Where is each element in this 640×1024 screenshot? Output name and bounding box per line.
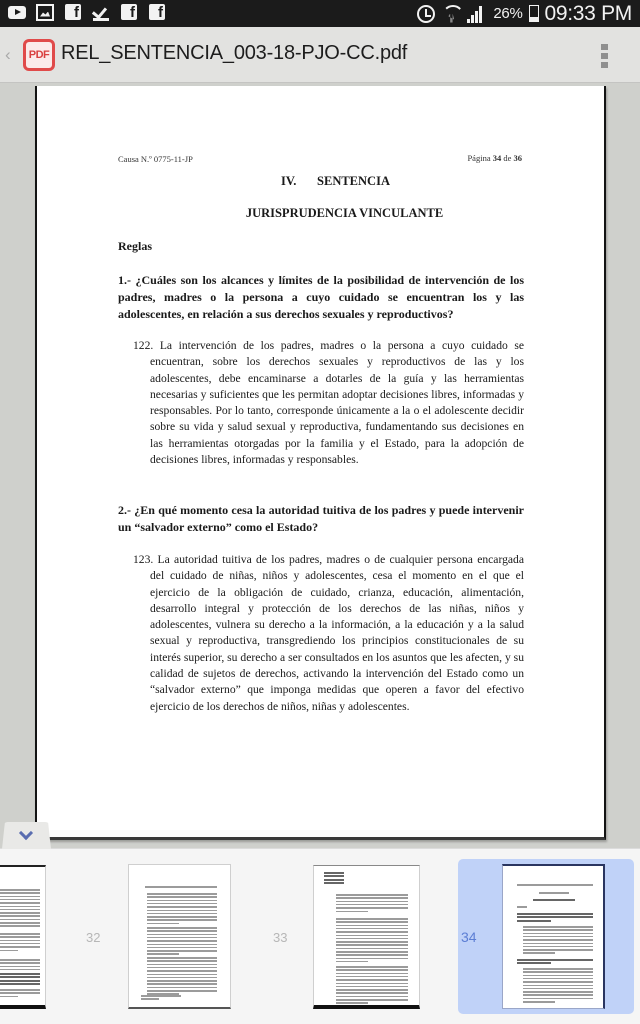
current-page: 34 bbox=[492, 153, 502, 163]
subsection-heading: JURISPRUDENCIA VINCULANTE bbox=[245, 206, 444, 220]
thumbnail-text-line bbox=[523, 968, 593, 970]
battery-percent: 26% bbox=[493, 5, 523, 22]
thumbnail-text-line bbox=[336, 958, 408, 960]
total-pages: 36 bbox=[513, 153, 522, 163]
thumbnail-text-line bbox=[533, 899, 575, 901]
thumbnail-text-line bbox=[336, 901, 408, 903]
page-sep: de bbox=[503, 153, 512, 163]
thumbnail-text-line bbox=[517, 913, 593, 915]
thumbnail-text-line bbox=[523, 971, 593, 973]
thumbnail-text-line bbox=[0, 946, 40, 948]
page-label: Página bbox=[467, 153, 491, 163]
clock: 09:33 PM bbox=[544, 1, 632, 25]
thumbnail-text-line bbox=[0, 966, 40, 968]
thumbnail-text-line bbox=[324, 875, 344, 877]
status-bar bbox=[0, 0, 640, 27]
thumbnail-text-line bbox=[0, 889, 40, 891]
alarm-icon bbox=[417, 5, 435, 23]
thumbnail-text-line bbox=[336, 911, 368, 913]
thumbnail-text-line bbox=[336, 944, 408, 946]
thumbnail-text-line bbox=[336, 976, 408, 978]
thumbnail-text-line bbox=[0, 936, 40, 938]
thumbnail-text-line bbox=[0, 959, 40, 961]
thumbnail-text-line bbox=[336, 989, 408, 991]
rules-heading: Reglas bbox=[118, 239, 152, 253]
thumbnail-text-line bbox=[336, 928, 408, 930]
pdf-app-icon[interactable] bbox=[23, 39, 55, 71]
thumbnail-text-line bbox=[0, 909, 40, 911]
thumbnail-text-line bbox=[0, 933, 40, 935]
thumbnail-text-line bbox=[336, 907, 408, 909]
thumbnail-text-line bbox=[336, 973, 408, 975]
thumbnail-text-line bbox=[147, 947, 217, 949]
thumbnail-text-line bbox=[336, 918, 408, 920]
pdf-page bbox=[35, 86, 606, 840]
thumbnail-text-line bbox=[539, 892, 569, 894]
document-title: REL_SENTENCIA_003-18-PJO-CC.pdf bbox=[61, 42, 408, 64]
thumbnail-text-line bbox=[523, 1001, 555, 1003]
thumbnail-text-line bbox=[336, 941, 408, 943]
thumbnail-text-line bbox=[517, 906, 527, 908]
thumbnail-item-33[interactable] bbox=[273, 849, 423, 1024]
wifi-icon bbox=[441, 5, 461, 23]
thumbnail-text-line bbox=[336, 992, 408, 994]
thumbnail-text-line bbox=[523, 926, 593, 928]
thumbnail-page-34[interactable] bbox=[502, 864, 605, 1009]
thumbnail-text-line bbox=[0, 902, 40, 904]
thumbnail-text-line bbox=[517, 884, 593, 886]
thumbnail-text-line bbox=[336, 938, 408, 940]
question-1: 1.- ¿Cuáles son los alcances y límites de la posibilidad de intervención de los padres, madres o la persona a cuyo cuidado se encuentran los y las adolescentes, en relación a sus derechos sexuales y reproductivos? bbox=[118, 273, 524, 322]
thumbnail-text-line bbox=[147, 937, 217, 939]
thumbnail-text-line bbox=[523, 975, 593, 977]
thumbnail-strip[interactable] bbox=[0, 848, 640, 1024]
title-bar bbox=[0, 27, 640, 83]
thumbnail-text-line bbox=[0, 940, 40, 942]
thumbnail-text-line bbox=[0, 906, 40, 908]
thumbnail-text-line bbox=[147, 927, 217, 929]
thumbnail-text-line bbox=[147, 970, 217, 972]
thumbnail-text-line bbox=[147, 906, 217, 908]
thumbnail-text-line bbox=[147, 950, 217, 952]
gallery-icon bbox=[36, 3, 54, 21]
thumbnail-text-line bbox=[147, 983, 217, 985]
question-2: 2.- ¿En qué momento cesa la autoridad tuitiva de los padres y puede intervenir un “salvador externo” como el Estado? bbox=[118, 503, 524, 535]
thumbnail-text-line bbox=[336, 931, 408, 933]
thumbnail-text-line bbox=[147, 903, 217, 905]
thumbnail-item-34[interactable] bbox=[460, 849, 635, 1024]
thumbnail-text-line bbox=[0, 973, 40, 975]
thumbnail-text-line bbox=[523, 994, 593, 996]
thumbnail-text-line bbox=[523, 978, 593, 980]
battery-icon bbox=[529, 5, 539, 22]
thumbnail-text-line bbox=[523, 988, 593, 990]
paragraph-123: 123. La autoridad tuitiva de los padres, madres o de cualquier persona encargada del cuidado de niñas, niños y adolescentes, cesa el momento en el que el ejercicio de la obligación de cuidado, crianza, educación, alimentación, desarrollo integral y protección de los derechos de las niñas, niños y adolescentes, vulnera su derecho a la información, a la educación y a la salud sexual y reproductiva, transgrediendo los principios constitucionales de su interés superior, su derecho a ser consultados en los asuntos que les afecten, y su calidad de sujetos de derechos, activando la intervención del Estado como un “salvador externo” que imponga medidas que operen a favor del efectivo ejercicio de los derechos de niños, niñas y adolescentes. bbox=[133, 553, 524, 713]
notification-icons bbox=[8, 3, 166, 21]
thumbnail-text-line bbox=[147, 987, 217, 989]
thumbnail-text-line bbox=[147, 934, 217, 936]
thumbnail-text-line bbox=[336, 904, 408, 906]
thumbnail-text-line bbox=[0, 925, 40, 927]
thumbnail-text-line bbox=[523, 933, 593, 935]
thumbnail-text-line bbox=[336, 894, 408, 896]
thumbnail-text-line bbox=[0, 896, 40, 898]
thumbnail-text-line bbox=[336, 983, 408, 985]
thumbnail-text-line bbox=[517, 920, 551, 922]
thumbnail-text-line bbox=[336, 961, 368, 963]
thumbnail-text-line bbox=[523, 952, 555, 954]
thumbnail-text-line bbox=[145, 886, 217, 888]
section-number: IV. bbox=[281, 174, 297, 188]
thumbnail-text-line bbox=[147, 919, 217, 921]
thumbnail-text-line bbox=[0, 983, 40, 985]
thumbnail-text-line bbox=[147, 893, 217, 895]
thumbnail-page-31[interactable] bbox=[0, 865, 46, 1009]
section-title: SENTENCIA bbox=[317, 174, 390, 188]
thumbnail-text-line bbox=[523, 939, 593, 941]
thumbnail-page-number: 33 bbox=[273, 930, 288, 945]
thumbnail-text-line bbox=[324, 872, 344, 874]
thumbnail-text-line bbox=[517, 959, 593, 961]
thumbnail-text-line bbox=[141, 995, 181, 997]
thumbnail-text-line bbox=[517, 916, 593, 918]
thumbnail-text-line bbox=[523, 949, 593, 951]
facebook-icon: f bbox=[148, 3, 166, 21]
thumbnail-text-line bbox=[336, 925, 408, 927]
back-chevron-icon[interactable]: ‹ bbox=[5, 45, 11, 64]
thumbnail-text-line bbox=[523, 985, 593, 987]
section-heading bbox=[37, 174, 604, 189]
thumbnail-text-line bbox=[147, 964, 217, 966]
thumbnail-text-line bbox=[147, 980, 217, 982]
thumbnail-text-line bbox=[523, 998, 593, 1000]
thumbnail-text-line bbox=[147, 900, 217, 902]
thumbnail-text-line bbox=[0, 992, 40, 994]
thumbnail-text-line bbox=[0, 943, 40, 945]
thumbnail-text-line bbox=[336, 897, 408, 899]
thumbnail-text-line bbox=[336, 921, 408, 923]
signal-icon bbox=[467, 5, 487, 23]
thumbnail-text-line bbox=[0, 919, 40, 921]
thumbnail-text-line bbox=[0, 922, 40, 924]
thumbnail-page-33[interactable] bbox=[313, 865, 420, 1009]
thumbnail-text-line bbox=[324, 879, 344, 881]
thumbnail-text-line bbox=[523, 936, 593, 938]
thumbnail-text-line bbox=[147, 916, 217, 918]
thumbnail-text-line bbox=[354, 1008, 374, 1009]
youtube-icon bbox=[8, 3, 26, 21]
thumbnail-text-line bbox=[0, 969, 40, 971]
thumbnail-text-line bbox=[147, 923, 179, 925]
thumbnail-text-line bbox=[147, 953, 179, 955]
thumbnail-text-line bbox=[336, 954, 408, 956]
thumbnail-text-line bbox=[141, 998, 159, 1000]
facebook-icon: f bbox=[64, 3, 82, 21]
thumbnail-text-line bbox=[0, 996, 18, 998]
thumbnail-text-line bbox=[336, 986, 408, 988]
thumbnail-text-line bbox=[523, 943, 593, 945]
thumbnail-text-line bbox=[523, 929, 593, 931]
thumbnail-text-line bbox=[523, 946, 593, 948]
thumbnail-text-line bbox=[0, 989, 40, 991]
thumbnail-text-line bbox=[0, 976, 40, 978]
download-done-icon bbox=[92, 3, 110, 21]
thumbnail-text-line bbox=[0, 899, 40, 901]
pdf-app-icon-label: PDF bbox=[26, 42, 52, 68]
overflow-menu-icon[interactable] bbox=[601, 44, 609, 68]
thumbnail-page-number: 32 bbox=[86, 930, 101, 945]
thumbnail-text-line bbox=[336, 979, 408, 981]
thumbnail-text-line bbox=[147, 940, 217, 942]
facebook-icon: f bbox=[120, 3, 138, 21]
thumbnail-text-line bbox=[147, 990, 217, 992]
paragraph-122: 122. La intervención de los padres, madres o la persona a cuyo cuidado se encuentran, sobre los derechos sexuales y reproductivos de las y los adolescentes, debe encaminarse a dotarles de la guía y las herramientas necesarias y suficientes que les permitan adoptar decisiones libres, informadas y responsables. Por lo tanto, corresponde únicamente a la o el adolescente decidir sobre su vida y salud sexual y reproductiva, fundamentando sus decisiones en las herramientas otorgadas por la familia y el Estado, para la adopción de decisiones libres, informadas y responsables. bbox=[133, 339, 524, 467]
collapse-thumbnails-button[interactable] bbox=[2, 822, 51, 849]
thumbnail-text-line bbox=[147, 977, 217, 979]
thumbnail-text-line bbox=[147, 967, 217, 969]
thumbnail-text-line bbox=[336, 935, 408, 937]
thumbnail-text-line bbox=[0, 912, 40, 914]
page-header-case: Causa N.º 0775-11-JP bbox=[118, 154, 193, 164]
thumbnail-text-line bbox=[523, 981, 593, 983]
thumbnail-text-line bbox=[147, 930, 217, 932]
thumbnail-text-line bbox=[147, 960, 217, 962]
thumbnail-text-line bbox=[336, 999, 408, 1001]
thumbnail-text-line bbox=[147, 896, 217, 898]
thumbnail-text-line bbox=[336, 996, 408, 998]
thumbnail-text-line bbox=[336, 951, 408, 953]
thumbnail-text-line bbox=[147, 974, 217, 976]
thumbnail-text-line bbox=[0, 980, 40, 982]
thumbnail-text-line bbox=[0, 892, 40, 894]
thumbnail-text-line bbox=[324, 882, 344, 884]
page-header-page-number bbox=[467, 153, 522, 163]
document-viewer[interactable] bbox=[0, 84, 640, 848]
chevron-down-icon bbox=[19, 826, 33, 840]
thumbnail-text-line bbox=[0, 950, 18, 952]
thumbnail-text-line bbox=[0, 962, 40, 964]
thumbnail-text-line bbox=[523, 991, 593, 993]
thumbnail-text-line bbox=[336, 966, 408, 968]
thumbnail-text-line bbox=[147, 944, 217, 946]
thumbnail-page-32[interactable] bbox=[128, 864, 231, 1009]
thumbnail-page-number: 34 bbox=[461, 929, 477, 945]
thumbnail-text-line bbox=[147, 910, 217, 912]
thumbnail-text-line bbox=[147, 957, 217, 959]
thumbnail-text-line bbox=[147, 913, 217, 915]
thumbnail-text-line bbox=[0, 915, 40, 917]
thumbnail-item-32[interactable] bbox=[86, 849, 236, 1024]
thumbnail-text-line bbox=[336, 948, 408, 950]
thumbnail-text-line bbox=[336, 969, 408, 971]
thumbnail-text-line bbox=[517, 962, 551, 964]
thumbnail-text-line bbox=[336, 1002, 368, 1004]
